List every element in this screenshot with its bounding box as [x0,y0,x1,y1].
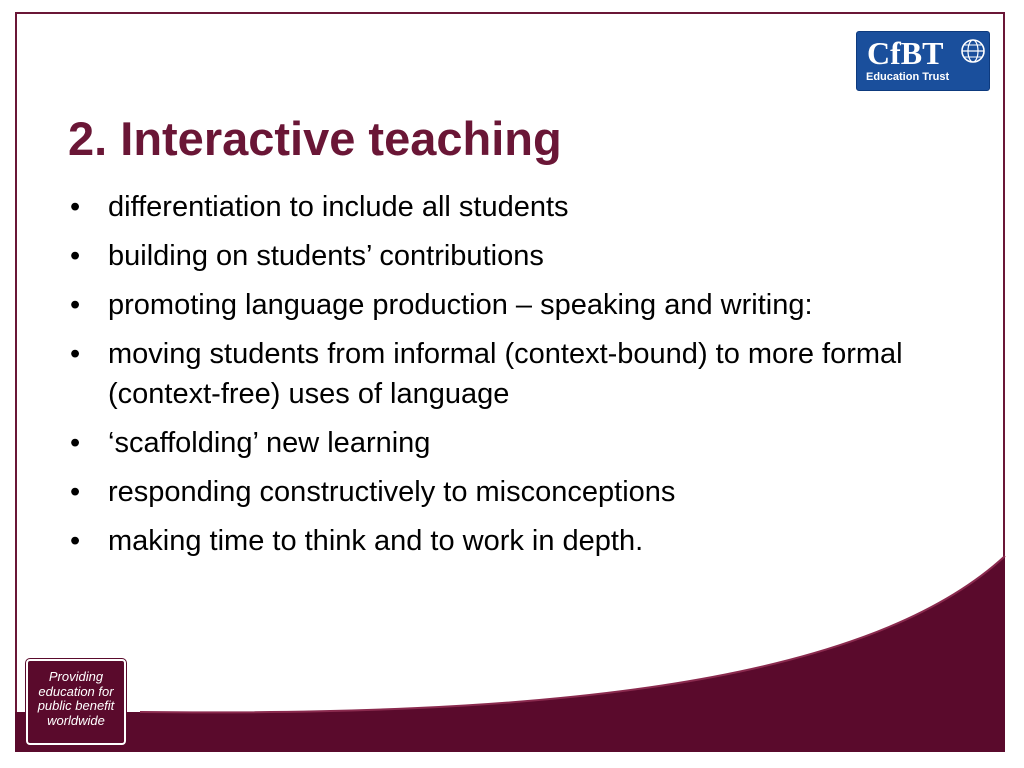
bullet-item [68,236,968,276]
globe-icon [960,38,986,64]
mission-badge [26,659,126,745]
bullet-text: responding constructively to misconceptions [108,476,676,508]
bullet-text: moving students from informal (context-bound) to more formal (context-free) uses of language [108,338,903,410]
bullet-text: promoting language production – speaking and writing: [108,289,813,321]
logo-wordmark: CfBT [867,35,944,71]
bullet-text: building on students’ contributions [108,240,544,272]
bullet-text: differentiation to include all students [108,191,569,223]
bullet-item [68,334,968,414]
bullet-item [68,472,968,512]
badge-line: public benefit [37,698,115,713]
bullet-item [68,521,968,561]
badge-line: worldwide [47,712,105,728]
bullet-marker: • [70,191,81,223]
bullet-marker: • [70,338,81,370]
bullet-marker: • [70,289,81,321]
badge-line: Providing [48,669,104,684]
bullet-item [68,423,968,463]
bullet-item [68,187,968,227]
bullet-marker: • [70,476,81,508]
logo-subtitle: Education Trust [866,71,950,83]
bullet-marker: • [70,240,81,272]
badge-line: education for [38,683,114,699]
bullet-item [68,285,968,325]
bullet-marker: • [70,525,81,557]
bullet-text: making time to think and to work in depth. [108,525,644,557]
badge-text [28,670,124,728]
cfbt-logo [856,31,990,91]
bullet-list [68,187,968,570]
bullet-text: ‘scaffolding’ new learning [108,427,431,459]
slide-title: 2. Interactive teaching [68,112,562,165]
bullet-marker: • [70,427,81,459]
